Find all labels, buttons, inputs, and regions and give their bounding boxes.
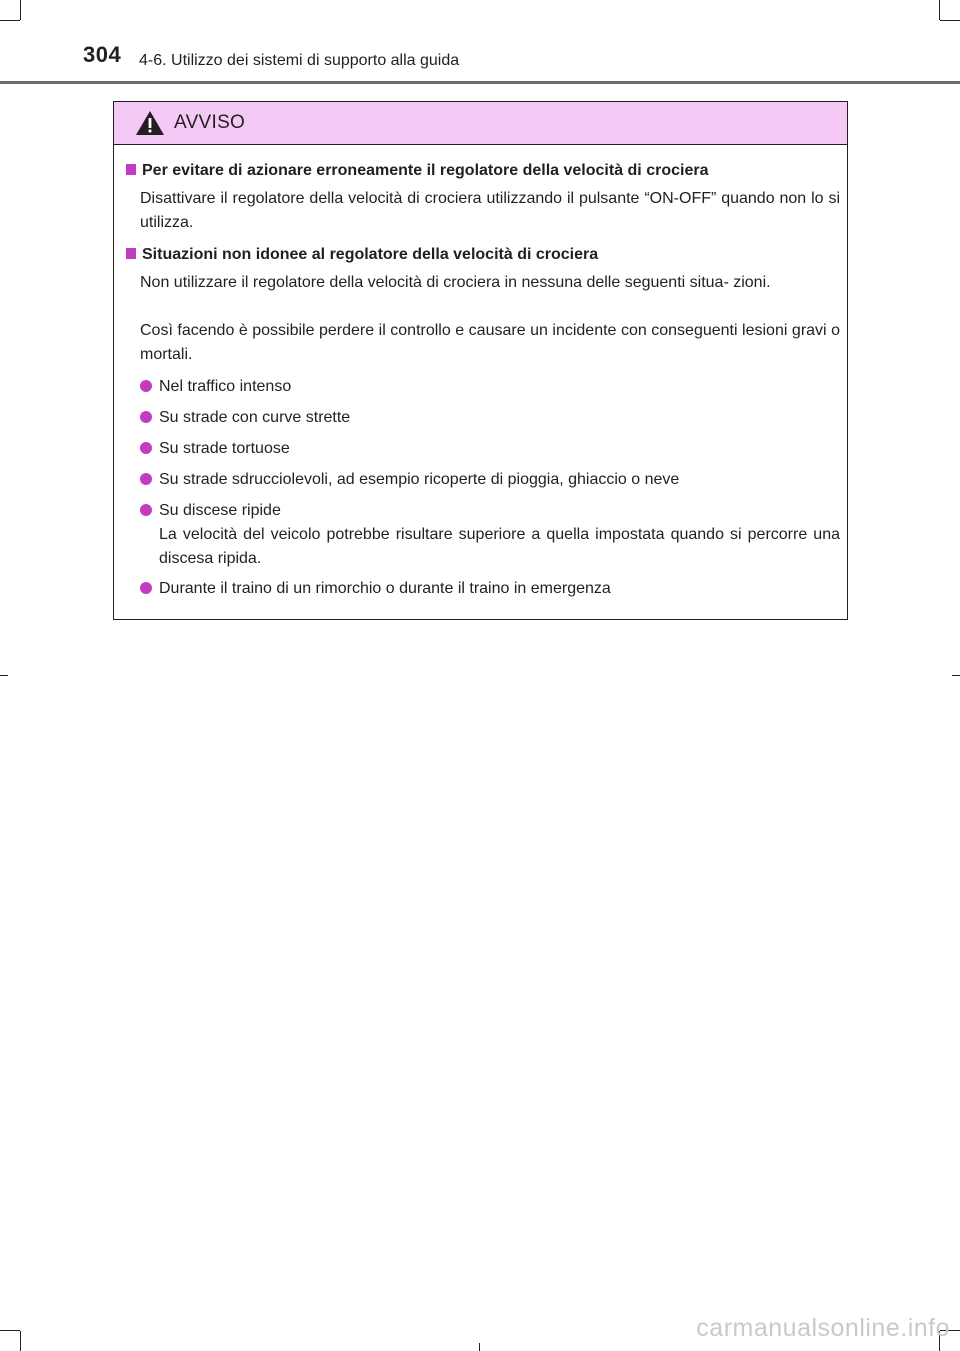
square-bullet-icon [126,164,136,175]
item-title: Per evitare di azionare erroneamente il regolatore della velocità di crociera [126,161,708,181]
item-title: Situazioni non idonee al regolatore della velocità di crociera [126,245,598,265]
warning-box [113,101,848,620]
list-item: Nel traffico intenso [140,375,840,399]
round-bullet-icon [140,582,152,594]
crop-mark [0,20,20,21]
square-bullet-icon [126,248,136,259]
warning-label: AVVISO [174,112,246,133]
header-rule [0,81,960,84]
list-item: Su discese ripide La velocità del veicolo potrebbe risultare superiore a quella impostata quando si percorre una discesa ripida. [140,499,840,571]
item-text: Non utilizzare il regolatore della velocità di crociera in nessuna delle seguenti situa- zioni. [140,274,771,291]
item-text: Disattivare il regolatore della velocità di crociera utilizzando il pulsante “ON-OFF” quando non lo si utilizza. [140,190,840,231]
crop-mark [20,0,21,20]
crop-mark [0,675,8,676]
page-number: 304 [83,42,122,67]
watermark: carmanualsonline.info [696,1314,950,1342]
round-bullet-icon [140,473,152,485]
round-bullet-icon [140,380,152,392]
crop-mark [952,675,960,676]
crop-mark [20,1331,21,1351]
list-item: Su strade tortuose [140,437,840,461]
section-title: 4-6. Utilizzo dei sistemi di supporto alla guida [139,52,460,69]
crop-mark [939,0,940,20]
crop-mark [0,1330,20,1331]
warning-triangle-icon [135,110,165,141]
item-text: Così facendo è possibile perdere il controllo e causare un incidente con conseguenti lesioni gravi o mortali. [140,322,840,363]
crop-mark [479,1343,480,1351]
crop-mark [940,20,960,21]
list-item: Durante il traino di un rimorchio o durante il traino in emergenza [140,577,840,601]
list-item-note: La velocità del veicolo potrebbe risultare superiore a quella impostata quando si percorre una discesa ripida. [159,526,840,567]
list-item: Su strade con curve strette [140,406,840,430]
list-item: Su strade sdrucciolevoli, ad esempio ricoperte di pioggia, ghiaccio o neve [140,468,840,492]
round-bullet-icon [140,504,152,516]
warning-header [114,102,847,145]
round-bullet-icon [140,442,152,454]
round-bullet-icon [140,411,152,423]
